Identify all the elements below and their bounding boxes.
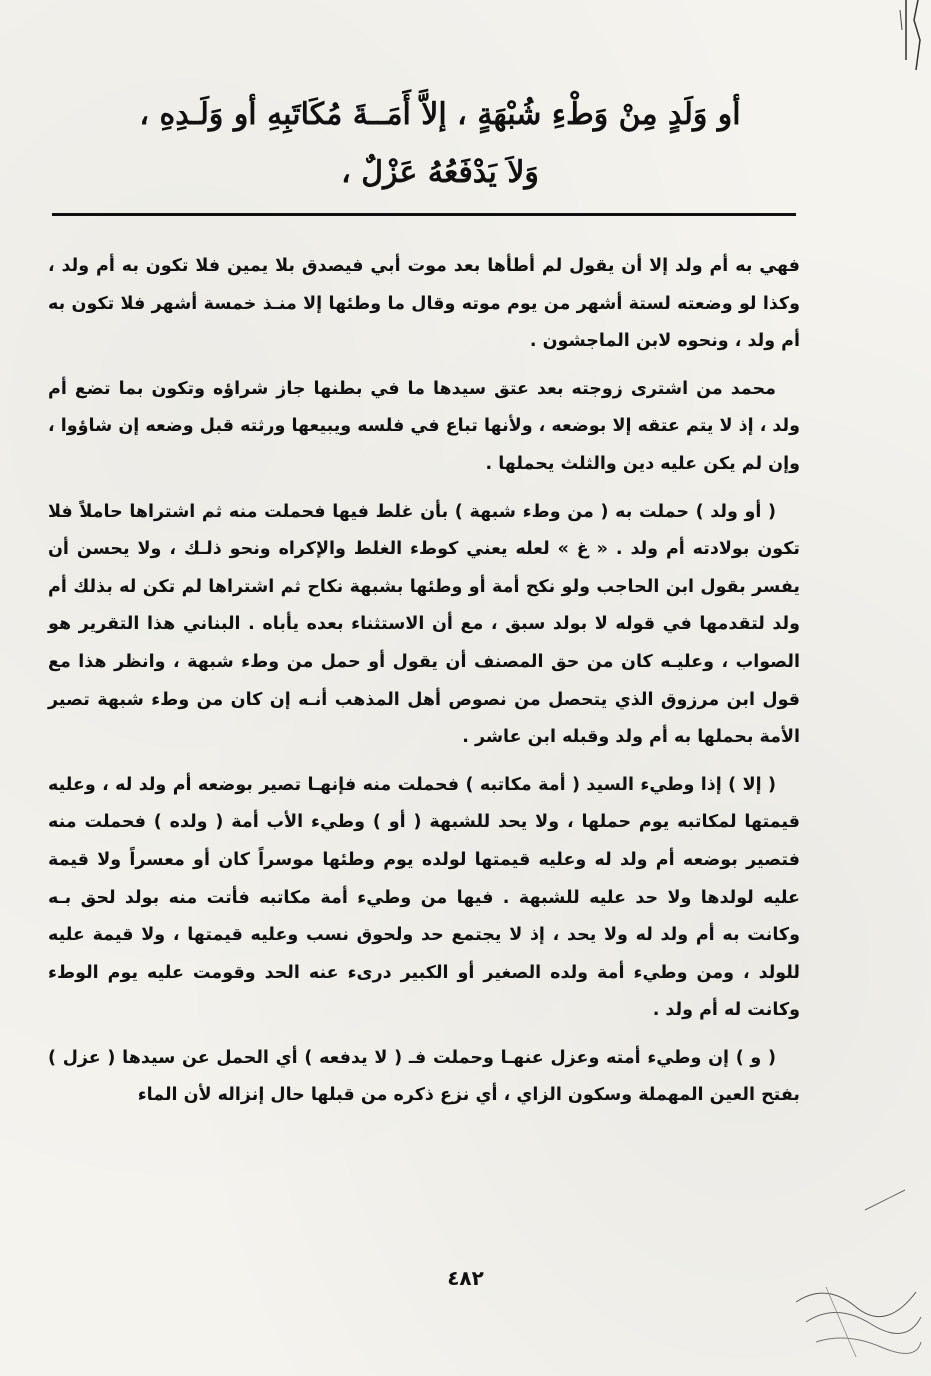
paragraph-2: محمد من اشترى زوجته بعد عتق سيدها ما في بطنها جاز شراؤه وتكون بما تضع أم ولد ، إذ لا يتم عتقه إلا بوضعه ، ولأنها تباع في فلسه ويبيعها ورثته قبل وضعه إن شاؤوا ، وإن لم يكن عليه دين والثلث يحملها . bbox=[47, 378, 800, 474]
paragraph-1: فهي به أم ولد إلا أن يقول لم أطأها بعد موت أبي فيصدق بلا يمين فلا تكون به أم ولد ، وكذا لو وضعته لستة أشهر من يوم موته وقال ما وطئها إلا منـذ خمسة أشهر فلا تكون به أم ولد ، ونحوه لابن الماجشون . bbox=[48, 256, 800, 352]
scan-noise-top-right bbox=[888, 0, 928, 80]
scan-noise-right-margin bbox=[860, 1180, 910, 1220]
verse-line-2: وَلاَ يَدْفَعُهُ عَزْلٌ ، bbox=[341, 155, 539, 190]
commentary-body bbox=[48, 248, 800, 1115]
paragraph-5: ( و ) إن وطيء أمته وعزل عنهـا وحملت فـ ( لا يدفعه ) أي الحمل عن سيدها ( عزل ) بفتح العين المهملة وسكون الزاي ، أي نزع ذكره من قبلها حال إنزاله لأن الماء bbox=[48, 1047, 800, 1106]
page-number: ٤٨٢ bbox=[447, 1266, 484, 1290]
verse-line-1: أو وَلَدٍ مِنْ وَطْءِ شُبْهَةٍ ، إلاَّ أَمَــةَ مُكَاتَبِهِ أو وَلَـدِهِ ، bbox=[139, 97, 741, 132]
paragraph-3: ( أو ولد ) حملت به ( من وطء شبهة ) بأن غلط فيها فحملت منه ثم اشتراها حاملاً فلا تكون بولادته أم ولد . « غ » لعله يعني كوطء الغلط والإكراه ونحو ذلـك ، ولا يحسن أن يفسر بقول ابن الحاجب ولو نكح أمة أو وطئها بشبهة نكاح ثم اشتراها لم تكن له بذلك أم ولد لتقدمها في قوله لا بولد سبق ، مع أن الاستثناء بعده يأباه . البناني هذا التقرير هو الصواب ، وعليـه كان من حق المصنف أن يقول أو حمل من وطء شبهة ، وانظر هذا مع قول ابن مرزوق الذي يتحصل من نصوص أهل المذهب أنـه إن كان من وطء شبهة تصير الأمة بحملها به أم ولد وقبله ابن عاشر . bbox=[48, 501, 800, 748]
paragraph-4: ( إلا ) إذا وطيء السيد ( أمة مكاتبه ) فحملت منه فإنهـا تصير بوضعه أم ولد له ، وعليه قيمتها لمكاتبه يوم حملها ، ولا يحد للشبهة ( أو ) وطيء الأب أمة ( ولده ) فحملت منه فتصير بوضعه أم ولد له وعليه قيمتها لولده يوم وطئها موسراً كان أو معسراً ولا قيمة عليه لولدها ولا حد عليه للشبهة . فيها من وطيء أمة مكاتبه فأتت منه بولد لحق بـه وكانت به أم ولد له ولا يحد ، إذ لا يجتمع حد ولحوق نسب وعليه قيمتها ، ولا قيمة عليه للولد ، ومن وطيء أمة ولده الصغير أو الكبير درىء عنه الحد وقومت عليه يوم الوطء وكانت له أم ولد . bbox=[48, 774, 800, 1021]
scan-noise-bottom-right bbox=[786, 1262, 926, 1372]
header-divider bbox=[52, 213, 796, 216]
